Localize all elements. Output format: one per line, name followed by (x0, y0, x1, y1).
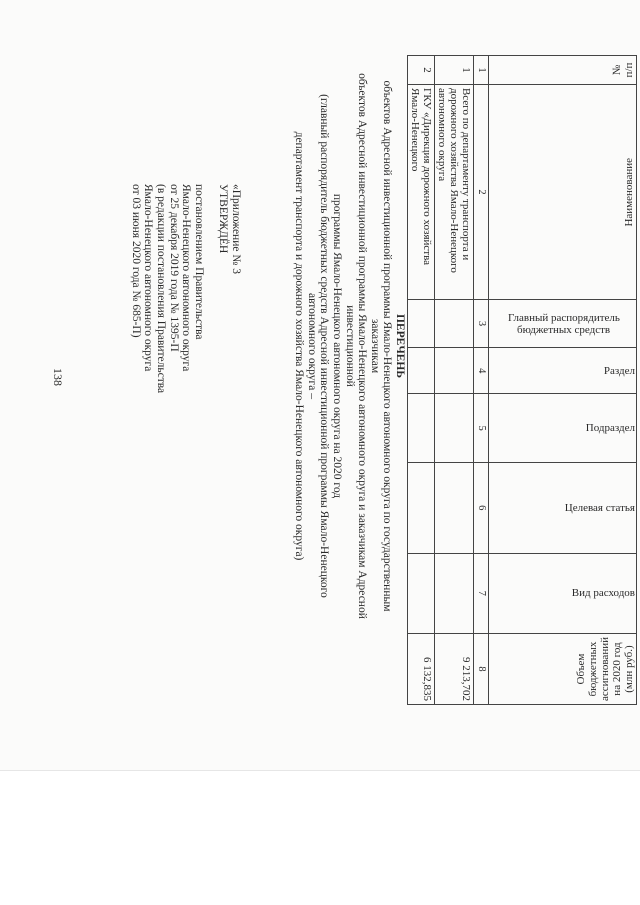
heading-line: департамент транспорта и дорожного хозяйства Ямало-Ненецкого автономного округа) (293, 131, 306, 561)
heading-line: программы Ямало-Ненецкого автономного округа на 2020 год (331, 193, 344, 499)
row-number: 2 (408, 56, 435, 85)
row-section (435, 348, 474, 394)
header-grbs: Главный распорядитель бюджетных средств (489, 300, 637, 348)
header-target-article: Целевая статья (489, 462, 637, 553)
table-header-row (489, 56, 637, 705)
heading-line: объектов Адресной инвестиционной программы Ямало-Ненецкого автономного округа по государственным заказчикам (368, 80, 394, 612)
approval-approved: УТВЕРЖДЁН (217, 184, 230, 254)
header-number: № п/п (489, 56, 637, 85)
row-grbs (408, 300, 435, 348)
row-target-article (435, 462, 474, 553)
table-row (408, 56, 435, 705)
row-expense-type (435, 553, 474, 633)
approval-line: от 03 июня 2020 года № 685-П) (129, 184, 142, 338)
header-subsection: Подраздел (489, 394, 637, 462)
heading-line: (главный распорядитель бюджетных средств Адресной инвестиционной программы Ямало-Ненецкого автономного округа – (305, 94, 331, 598)
header-name: Наименование (489, 85, 637, 300)
row-target-article (408, 462, 435, 553)
row-name: Всего по департаменту транспорта и дорожного хозяйства Ямало-Ненецкого автономного округа (435, 85, 474, 300)
approval-line: Ямало-Ненецкого автономного округа (142, 184, 155, 372)
approval-line: постановлением Правительства (192, 184, 205, 340)
row-name: ГКУ «Дирекция дорожного хозяйства Ямало-Ненецкого (408, 85, 435, 300)
page-bottom-edge (0, 770, 640, 771)
row-section (408, 348, 435, 394)
column-number: 2 (474, 85, 489, 300)
approval-appendix: «Приложение № 3 (230, 184, 242, 274)
objects-table (407, 55, 637, 705)
document-heading (293, 66, 406, 626)
page-number: 138 (51, 368, 65, 386)
column-number: 7 (474, 553, 489, 633)
heading-line: объектов Адресной инвестиционной программы Ямало-Ненецкого автономного округа и заказчикам Адресной инвестиционной (343, 73, 369, 619)
table-row (435, 56, 474, 705)
header-amount: Объем бюджетных ассигнований на 2020 год (млн руб.) (489, 633, 637, 704)
approval-block (129, 184, 242, 393)
column-number: 3 (474, 300, 489, 348)
column-number: 5 (474, 394, 489, 462)
row-expense-type (408, 553, 435, 633)
column-number: 1 (474, 56, 489, 85)
row-grbs (435, 300, 474, 348)
row-amount: 6 132,835 (408, 633, 435, 704)
row-number: 1 (435, 56, 474, 85)
column-number: 4 (474, 348, 489, 394)
document-title: ПЕРЕЧЕНЬ (394, 314, 406, 378)
header-expense-type: Вид расходов (489, 553, 637, 633)
row-amount: 9 213,702 (435, 633, 474, 704)
row-subsection (435, 394, 474, 462)
column-number-row (474, 56, 489, 705)
approval-line: (в редакции постановления Правительства (155, 184, 168, 394)
column-number: 6 (474, 462, 489, 553)
header-section: Раздел (489, 348, 637, 394)
approval-line: от 25 декабря 2019 года № 1395-П (167, 184, 180, 352)
row-subsection (408, 394, 435, 462)
approval-line: Ямало-Ненецкого автономного округа (180, 184, 193, 372)
column-number: 8 (474, 633, 489, 704)
